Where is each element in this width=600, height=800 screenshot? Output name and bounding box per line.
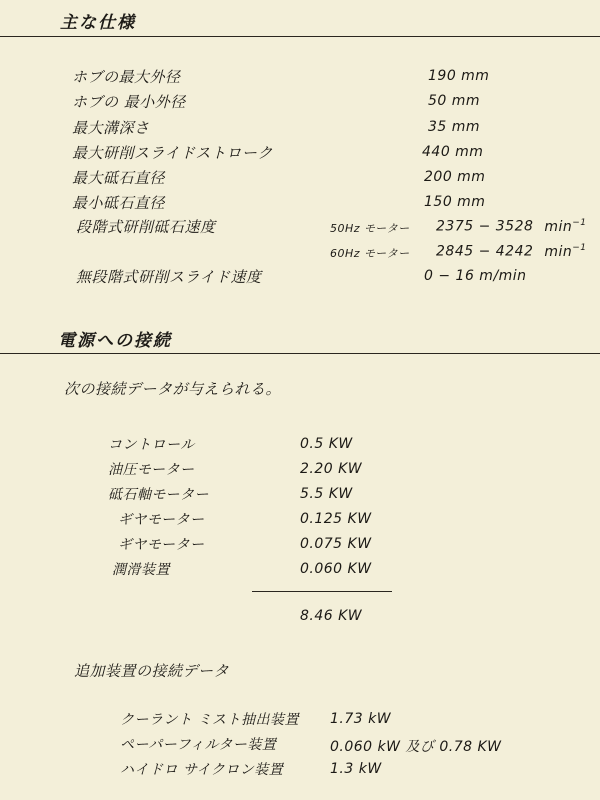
power-item-value: 5.5 KW [300,486,353,502]
extra-item-value: 1.3 kW [330,761,382,777]
spec-label: 無段階式研削スライド速度 [76,268,262,286]
spec-label: 最大研削スライドストローク [72,144,273,162]
spec-value: 190 mm [428,68,490,84]
section-rule [0,353,600,354]
power-item-value: 0.5 KW [300,436,353,452]
motor-hz-label: 60Hz モーター [330,247,410,260]
spec-value: 150 mm [424,194,486,210]
speed-range-values: 2375 − 3528 [436,218,534,235]
power-intro-text: 次の接続データが与えられる。 [64,380,282,398]
speed-range [436,218,587,235]
sum-rule [252,591,392,592]
spec-label: 最小砥石直径 [72,194,166,212]
power-item-value: 0.075 KW [300,536,372,552]
power-item-label: 油圧モーター [108,462,195,478]
spec-value: 0 − 16 m/min [424,268,527,284]
spec-value: 200 mm [424,169,486,185]
extra-item-value: 1.73 kW [330,711,392,727]
power-item-label: 砥石軸モーター [108,487,209,503]
extra-item-label: クーラント ミスト抽出装置 [120,712,299,728]
spec-value: 50 mm [428,93,481,109]
speed-unit-exponent: −1 [572,243,587,253]
speed-unit: min [544,218,573,235]
power-item-label: 潤滑装置 [112,562,170,578]
spec-label: ホブの 最小外径 [72,93,186,111]
power-item-value: 2.20 KW [300,461,363,477]
spec-section-title: 主な仕様 [60,13,136,33]
spec-value: 440 mm [422,144,484,160]
extra-section-title: 追加装置の接続データ [74,662,230,680]
motor-hz-label: 50Hz モーター [330,222,410,235]
section-rule [0,36,600,37]
power-total: 8.46 KW [300,608,363,624]
speed-unit: min [544,243,573,260]
spec-label: 最大溝深さ [72,119,150,137]
speed-unit-exponent: −1 [572,218,587,228]
power-item-value: 0.125 KW [300,511,372,527]
spec-value: 35 mm [428,119,481,135]
spec-label: 最大砥石直径 [72,169,166,187]
power-item-value: 0.060 KW [300,561,372,577]
extra-item-label: ペーパーフィルター装置 [120,737,277,753]
extra-item-value: 0.060 kW 及び 0.78 KW [330,739,502,755]
extra-item-label: ハイドロ サイクロン装置 [120,762,284,778]
power-item-label: ギヤモーター [118,512,205,528]
spec-label: 段階式研削砥石速度 [76,218,216,236]
speed-range-values: 2845 − 4242 [436,243,534,260]
power-item-label: ギヤモーター [118,537,205,553]
power-item-label: コントロール [108,437,195,453]
speed-range [436,243,587,260]
spec-label: ホブの最大外径 [72,68,181,86]
power-section-title: 電源への接続 [58,331,172,351]
